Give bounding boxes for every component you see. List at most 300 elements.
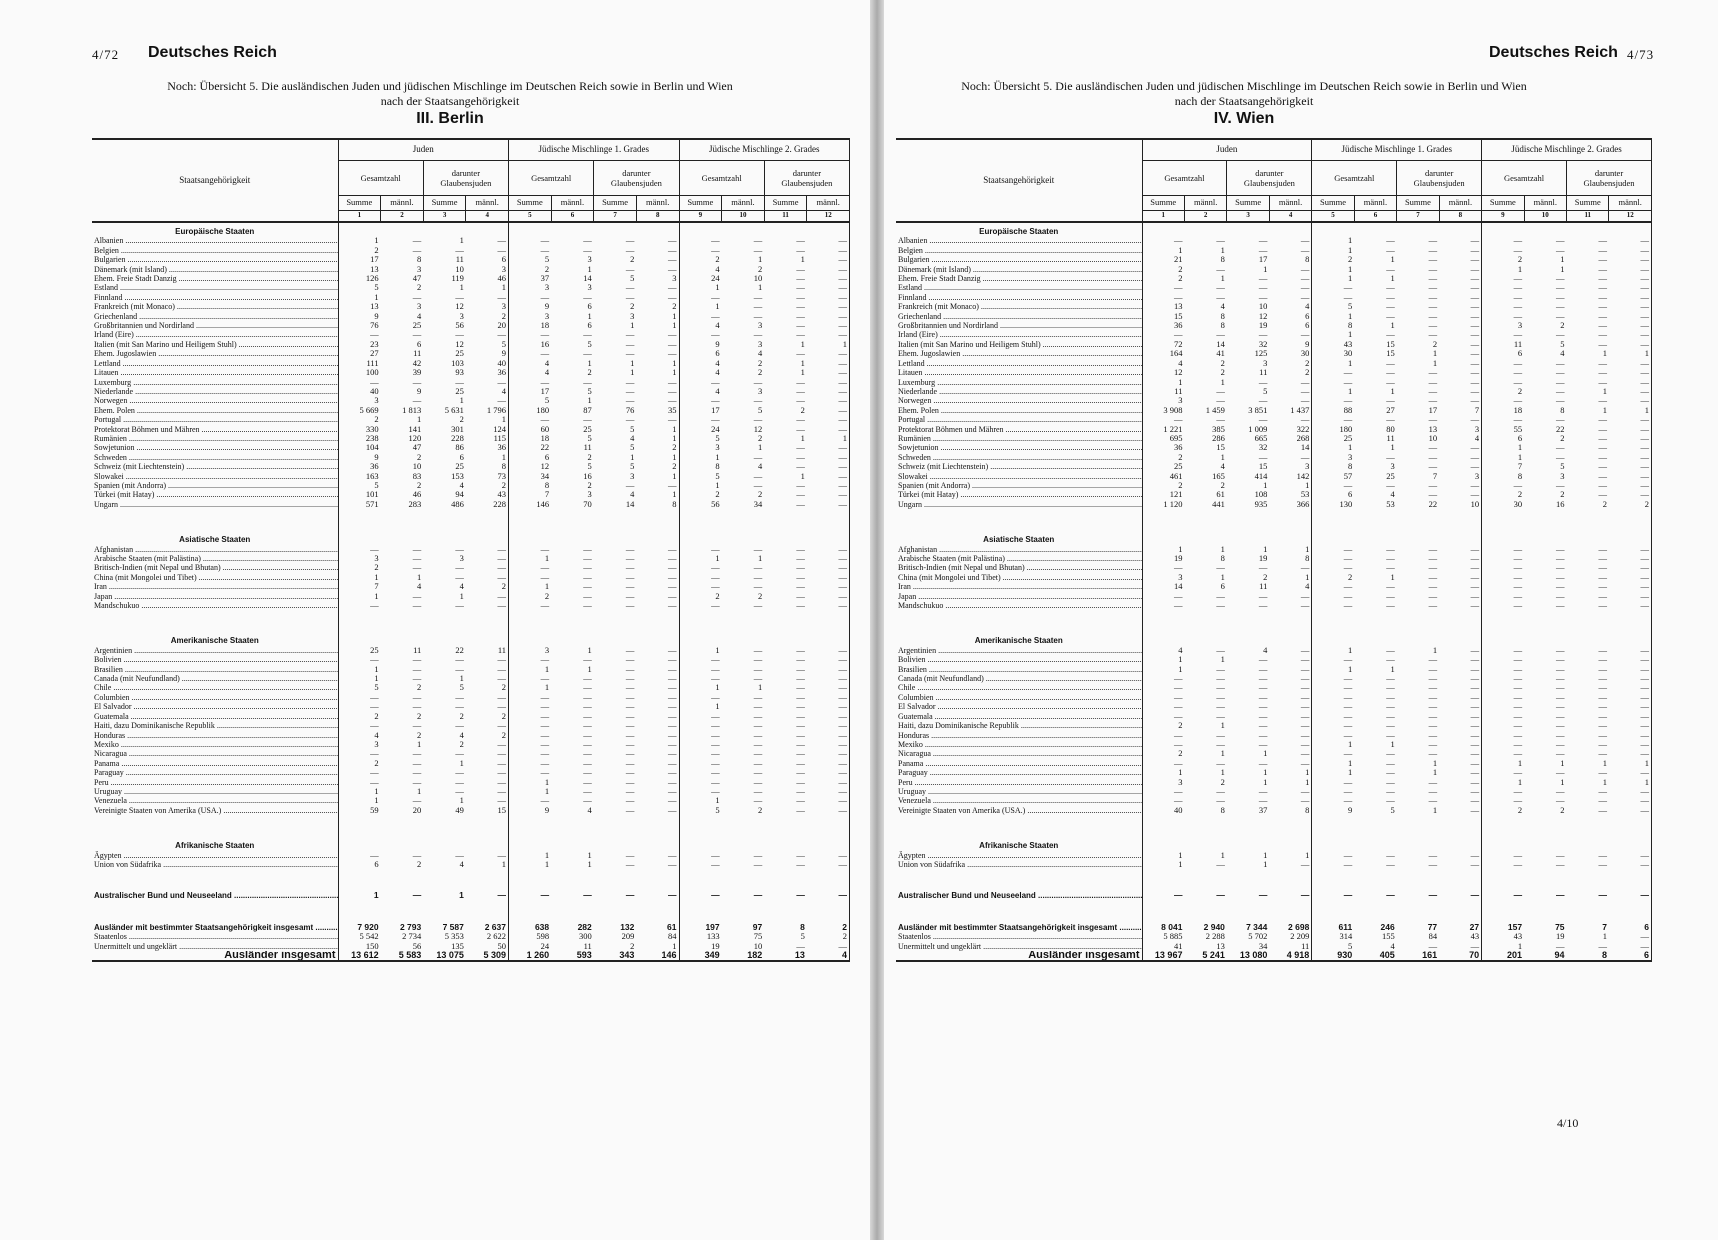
value-cell: — (796, 283, 805, 293)
row-label-cell (92, 740, 338, 749)
value-cell: — (412, 850, 422, 860)
value-cell: 14 (1173, 582, 1183, 592)
value-cell: — (1216, 796, 1225, 806)
value-cell: — (796, 292, 805, 302)
value-cell: — (636, 740, 679, 749)
value-cell: — (625, 664, 635, 674)
row-label: Schweden ..... (94, 453, 338, 462)
value-cell: 2 (1178, 264, 1183, 274)
value-cell: 2 (466, 731, 509, 740)
value-cell: — (1428, 302, 1438, 312)
spacer-cell (807, 632, 850, 645)
row-label: Brasilien ..... (94, 665, 338, 674)
value-cell: 27 (370, 349, 379, 359)
value-cell: 1 (1517, 777, 1523, 787)
value-cell: 161 (1422, 951, 1438, 960)
table-row (896, 860, 1652, 869)
value-cell: — (753, 730, 763, 740)
row-label: Japan ..... (94, 592, 338, 601)
spacer-cell (338, 837, 381, 850)
spacer-cell (92, 509, 338, 531)
value-cell: 238 (365, 433, 379, 443)
row-label: Iran ..... (94, 582, 338, 591)
value-cell: 5 (715, 805, 720, 815)
value-cell: — (1269, 665, 1311, 674)
value-cell: — (1513, 674, 1523, 684)
value-cell: 84 (636, 932, 679, 941)
value-cell: — (1609, 646, 1652, 655)
row-label-cell (896, 387, 1142, 396)
value-cell: — (1439, 712, 1481, 721)
value-cell: — (1609, 592, 1652, 601)
value-cell: 21 (1173, 255, 1183, 265)
row-label: Bulgarien ..... (94, 255, 338, 264)
value-cell: 70 (1439, 951, 1481, 961)
value-cell: 1 (715, 796, 720, 806)
value-cell: — (1269, 759, 1311, 768)
value-cell: 18 (540, 433, 550, 443)
value-cell: 46 (412, 490, 422, 500)
row-label: Belgien ..... (94, 246, 338, 255)
value-cell: 665 (1254, 433, 1268, 443)
value-cell: — (1258, 601, 1268, 611)
value-cell: — (796, 664, 805, 674)
value-cell: — (540, 236, 550, 246)
value-cell: — (370, 768, 379, 778)
value-cell: 37 (540, 274, 550, 284)
value-cell: 1 (630, 368, 635, 378)
value-cell: — (625, 859, 635, 869)
value-cell: 246 (1380, 922, 1395, 932)
spacer-cell (896, 610, 1142, 632)
value-cell: — (1513, 480, 1523, 490)
value-cell: 3 (374, 396, 379, 406)
spacer-cell (722, 509, 765, 531)
value-cell: 2 (1609, 500, 1652, 509)
stub-header: Staatsangehörigkeit (92, 139, 338, 222)
value-cell: — (1428, 655, 1438, 665)
row-label: Estland ..... (898, 283, 1142, 292)
value-cell: — (1386, 758, 1395, 768)
spacer-cell (92, 901, 338, 923)
value-cell: 1 (459, 758, 464, 768)
column-number: 12 (807, 211, 850, 223)
row-label-cell (92, 368, 338, 377)
spacer-cell (1269, 901, 1311, 923)
value-cell: 9 (374, 452, 379, 462)
value-cell: — (412, 554, 422, 563)
value-cell: 88 (1343, 405, 1353, 415)
value-cell: — (1269, 246, 1311, 255)
value-cell: — (636, 330, 679, 339)
value-cell: — (1513, 330, 1523, 340)
value-cell: — (455, 377, 464, 387)
value-cell: 1 (1560, 758, 1565, 768)
value-cell: — (807, 778, 850, 787)
row-label: Nicaragua ..... (94, 749, 338, 758)
value-cell: — (1386, 377, 1395, 387)
value-cell: 15 (1386, 349, 1395, 359)
value-cell: 34 (1258, 941, 1268, 951)
value-cell: 1 (587, 850, 592, 860)
value-cell: — (625, 786, 635, 796)
value-cell: 1 (630, 321, 635, 331)
value-cell: — (1386, 554, 1395, 563)
value-cell: — (636, 851, 679, 860)
value-cell: — (540, 768, 550, 778)
value-cell: 1 (715, 452, 720, 462)
value-cell: — (807, 655, 850, 664)
value-cell: 1 (758, 255, 763, 265)
value-cell: — (1609, 359, 1652, 368)
spacer-cell (1482, 837, 1524, 850)
value-cell: 20 (466, 321, 509, 330)
spacer-cell (1354, 531, 1396, 544)
value-cell: 935 (1254, 499, 1268, 509)
value-cell: 13 075 (436, 951, 464, 960)
value-cell: 3 (630, 311, 635, 321)
column-number: 11 (764, 211, 807, 223)
spacer-cell (1354, 610, 1396, 632)
spacer-cell (1567, 815, 1609, 837)
row-label: Brasilien ..... (898, 665, 1142, 674)
value-cell: — (1428, 554, 1438, 563)
column-leaf-header: männl. (722, 196, 765, 211)
value-cell: 1 (1432, 645, 1438, 655)
value-cell: — (807, 246, 850, 255)
value-cell: — (583, 572, 592, 582)
spacer-cell (1312, 869, 1354, 891)
row-label: Griechenland ..... (94, 312, 338, 321)
value-cell: 14 (1269, 443, 1311, 452)
column-number: 3 (423, 211, 466, 223)
value-cell: 5 (800, 932, 805, 942)
row-label: Afghanistan ..... (94, 545, 338, 554)
table-row (92, 265, 850, 274)
value-cell: — (1428, 601, 1438, 611)
value-cell: — (807, 236, 850, 245)
spacer-cell (551, 509, 594, 531)
value-cell: — (455, 692, 464, 702)
value-cell: 60 (540, 424, 550, 434)
row-label: Albanien ..... (94, 236, 338, 245)
row-label: Frankreich (mit Monaco) ..... (94, 302, 338, 311)
spacer-cell (722, 222, 765, 236)
value-cell: — (1343, 711, 1353, 721)
value-cell: 1 (1220, 655, 1225, 665)
value-cell: — (625, 601, 635, 611)
table-row (896, 554, 1652, 563)
value-cell: 13 612 (351, 951, 379, 960)
value-cell: 1 (636, 434, 679, 443)
value-cell: 3 (587, 255, 592, 265)
row-label-cell (92, 274, 338, 283)
value-cell: — (807, 563, 850, 572)
row-label: Ehem. Polen ..... (898, 406, 1142, 415)
value-cell: — (1556, 739, 1565, 749)
value-cell: — (1173, 758, 1183, 768)
value-cell: — (753, 664, 763, 674)
value-cell: 3 908 (1163, 405, 1183, 415)
value-cell: 1 (1517, 452, 1523, 462)
table-row (896, 387, 1652, 396)
table-row (92, 806, 850, 815)
value-cell: 2 (758, 591, 763, 601)
row-label-cell (896, 759, 1142, 768)
row-label-cell (92, 321, 338, 330)
value-cell: 1 (636, 472, 679, 481)
value-cell: — (1258, 396, 1268, 406)
row-label-cell (92, 860, 338, 869)
value-cell: — (796, 674, 805, 684)
value-cell: 2 (636, 302, 679, 311)
spacer-cell (1397, 837, 1439, 850)
spacer-cell (594, 901, 637, 923)
spacer-cell (381, 610, 424, 632)
value-cell: — (1428, 368, 1438, 378)
value-cell: — (1598, 711, 1607, 721)
value-cell: 53 (1386, 499, 1395, 509)
spacer-cell (1227, 815, 1269, 837)
value-cell: — (412, 664, 422, 674)
row-label-cell (896, 415, 1142, 424)
column-leaf-header: männl. (807, 196, 850, 211)
table-row (896, 462, 1652, 471)
spacer-cell (896, 815, 1142, 837)
spacer-cell (1524, 815, 1566, 837)
value-cell: 76 (370, 321, 379, 331)
value-cell: 1 (1602, 758, 1607, 768)
row-label-cell (92, 665, 338, 674)
value-cell: — (1556, 274, 1565, 284)
value-cell: — (583, 544, 592, 554)
value-cell: — (1598, 330, 1607, 340)
value-cell: — (1343, 655, 1353, 665)
value-cell: — (455, 572, 464, 582)
value-cell: 3 (466, 302, 509, 311)
value-cell: 1 (373, 891, 379, 901)
value-cell: — (1598, 236, 1607, 246)
table-row (896, 749, 1652, 758)
value-cell: — (1386, 850, 1395, 860)
value-cell: — (796, 424, 805, 434)
value-cell: 10 (412, 462, 422, 472)
value-cell: — (807, 415, 850, 424)
value-cell: 2 (1220, 358, 1225, 368)
row-label-cell (92, 674, 338, 683)
value-cell: 366 (1269, 500, 1311, 509)
table-row (92, 778, 850, 787)
value-cell: — (1513, 245, 1523, 255)
column-leaf-header: männl. (466, 196, 509, 211)
value-cell: — (583, 786, 592, 796)
spacer-cell (807, 837, 850, 850)
value-cell: 16 (540, 339, 550, 349)
value-cell: — (540, 758, 550, 768)
value-cell: 6 (466, 255, 509, 264)
spacer-cell (764, 222, 807, 236)
row-label-cell (896, 721, 1142, 730)
row-label: Venezuela ..... (898, 796, 1142, 805)
value-cell: — (1173, 292, 1183, 302)
row-label-cell (896, 655, 1142, 664)
value-cell: 17 (711, 405, 720, 415)
row-label-cell (896, 368, 1142, 377)
spacer-cell (679, 837, 722, 850)
value-cell: 1 (1560, 777, 1565, 787)
row-label: Ungarn ..... (898, 500, 1142, 509)
row-label-cell (896, 582, 1142, 591)
value-cell: — (1439, 236, 1481, 245)
table-row (92, 563, 850, 572)
value-cell: — (466, 749, 509, 758)
value-cell: 2 (1220, 368, 1225, 378)
row-label: Ehem. Jugoslawien ..... (94, 349, 338, 358)
table-row (92, 283, 850, 292)
value-cell: — (711, 739, 720, 749)
value-cell: — (1513, 702, 1523, 712)
column-leaf-header: Summe (1312, 196, 1354, 211)
value-cell: — (1513, 377, 1523, 387)
value-cell: 75 (1555, 922, 1565, 932)
value-cell: 3 (544, 645, 550, 655)
table-row (896, 632, 1652, 645)
value-cell: — (412, 674, 422, 684)
value-cell: — (1258, 377, 1268, 387)
spacer-cell (1439, 632, 1481, 645)
value-cell: — (636, 265, 679, 274)
row-label-cell (896, 349, 1142, 358)
value-cell: — (1343, 396, 1353, 406)
value-cell: — (466, 796, 509, 805)
value-cell: 2 (630, 255, 635, 265)
table-row (92, 368, 850, 377)
value-cell: 2 (636, 443, 679, 452)
column-leaf-header: Summe (1397, 196, 1439, 211)
table-row (896, 665, 1652, 674)
value-cell: 3 (636, 274, 679, 283)
value-cell: 4 (417, 311, 422, 321)
value-cell: — (807, 545, 850, 554)
value-cell: 11 (466, 646, 509, 655)
value-cell: — (636, 646, 679, 655)
table-row (896, 702, 1652, 711)
value-cell: 6 (374, 859, 379, 869)
value-cell: 1 (758, 683, 763, 693)
value-cell: — (1556, 292, 1565, 302)
column-leaf-header: männl. (1439, 196, 1481, 211)
row-label-cell (896, 462, 1142, 471)
value-cell: — (1598, 554, 1607, 563)
value-cell: 56 (455, 321, 464, 331)
spacer-cell (807, 869, 850, 891)
value-cell: 1 (807, 434, 850, 443)
table-row (92, 665, 850, 674)
spacer-cell (1227, 531, 1269, 544)
spacer-cell (1609, 815, 1652, 837)
value-cell: — (636, 683, 679, 692)
value-cell: — (466, 545, 509, 554)
spacer-cell (1567, 901, 1609, 923)
value-cell: 4 (1560, 349, 1565, 359)
value-cell: — (1598, 739, 1607, 749)
value-cell: — (1386, 544, 1395, 554)
value-cell: — (412, 768, 422, 778)
table-row (896, 472, 1652, 481)
value-cell: 115 (466, 434, 509, 443)
value-cell: 1 (466, 415, 509, 424)
spacer-cell (1354, 837, 1396, 850)
value-cell: — (1609, 255, 1652, 264)
value-cell: 1 (1348, 274, 1353, 284)
column-number: 8 (1439, 211, 1481, 223)
value-cell: — (1609, 932, 1652, 941)
value-cell: 1 009 (1248, 424, 1268, 434)
spacer-cell (636, 610, 679, 632)
value-cell: — (625, 264, 635, 274)
value-cell: 1 (544, 777, 550, 787)
value-cell: 5 (459, 683, 464, 693)
value-cell: 10 (1439, 500, 1481, 509)
value-cell: — (1269, 796, 1311, 805)
spacer-cell (594, 222, 637, 236)
value-cell: — (753, 692, 763, 702)
value-cell: — (636, 236, 679, 245)
value-cell: — (711, 415, 720, 425)
row-label-cell (896, 340, 1142, 349)
column-leaf-header: Summe (1227, 196, 1269, 211)
table-row (92, 321, 850, 330)
spacer-cell (1227, 222, 1269, 236)
value-cell: — (1386, 330, 1395, 340)
value-cell: — (711, 786, 720, 796)
row-label-cell (896, 942, 1142, 951)
value-cell: 1 (544, 786, 550, 796)
value-cell: — (1343, 796, 1353, 806)
spacer-cell (92, 815, 338, 837)
value-cell: 201 (1507, 951, 1523, 960)
spacer-cell (1312, 632, 1354, 645)
row-label-cell (92, 434, 338, 443)
spacer-cell (381, 815, 424, 837)
value-cell: 5 353 (444, 932, 464, 942)
value-cell: — (636, 545, 679, 554)
value-cell: 4 (1390, 941, 1395, 951)
table-row (92, 683, 850, 692)
column-number: 1 (1142, 211, 1184, 223)
value-cell: — (1343, 368, 1353, 378)
value-cell: — (1439, 787, 1481, 796)
spacer-cell (338, 610, 381, 632)
value-cell: — (412, 891, 422, 901)
value-cell: 5 (544, 255, 550, 265)
value-cell: — (625, 730, 635, 740)
spacer-cell (764, 632, 807, 645)
spacer-cell (1482, 815, 1524, 837)
value-cell: 180 (1339, 424, 1353, 434)
value-cell: — (1428, 490, 1438, 500)
value-cell: — (1609, 573, 1652, 582)
value-cell: — (807, 359, 850, 368)
column-leaf-header: Summe (1567, 196, 1609, 211)
value-cell: — (455, 330, 464, 340)
value-cell: 4 (374, 730, 379, 740)
value-cell: — (1428, 236, 1438, 246)
value-cell: — (412, 377, 422, 387)
value-cell: 286 (1212, 433, 1225, 443)
value-cell: 32 (1258, 339, 1268, 349)
row-label: Lettland ..... (94, 359, 338, 368)
